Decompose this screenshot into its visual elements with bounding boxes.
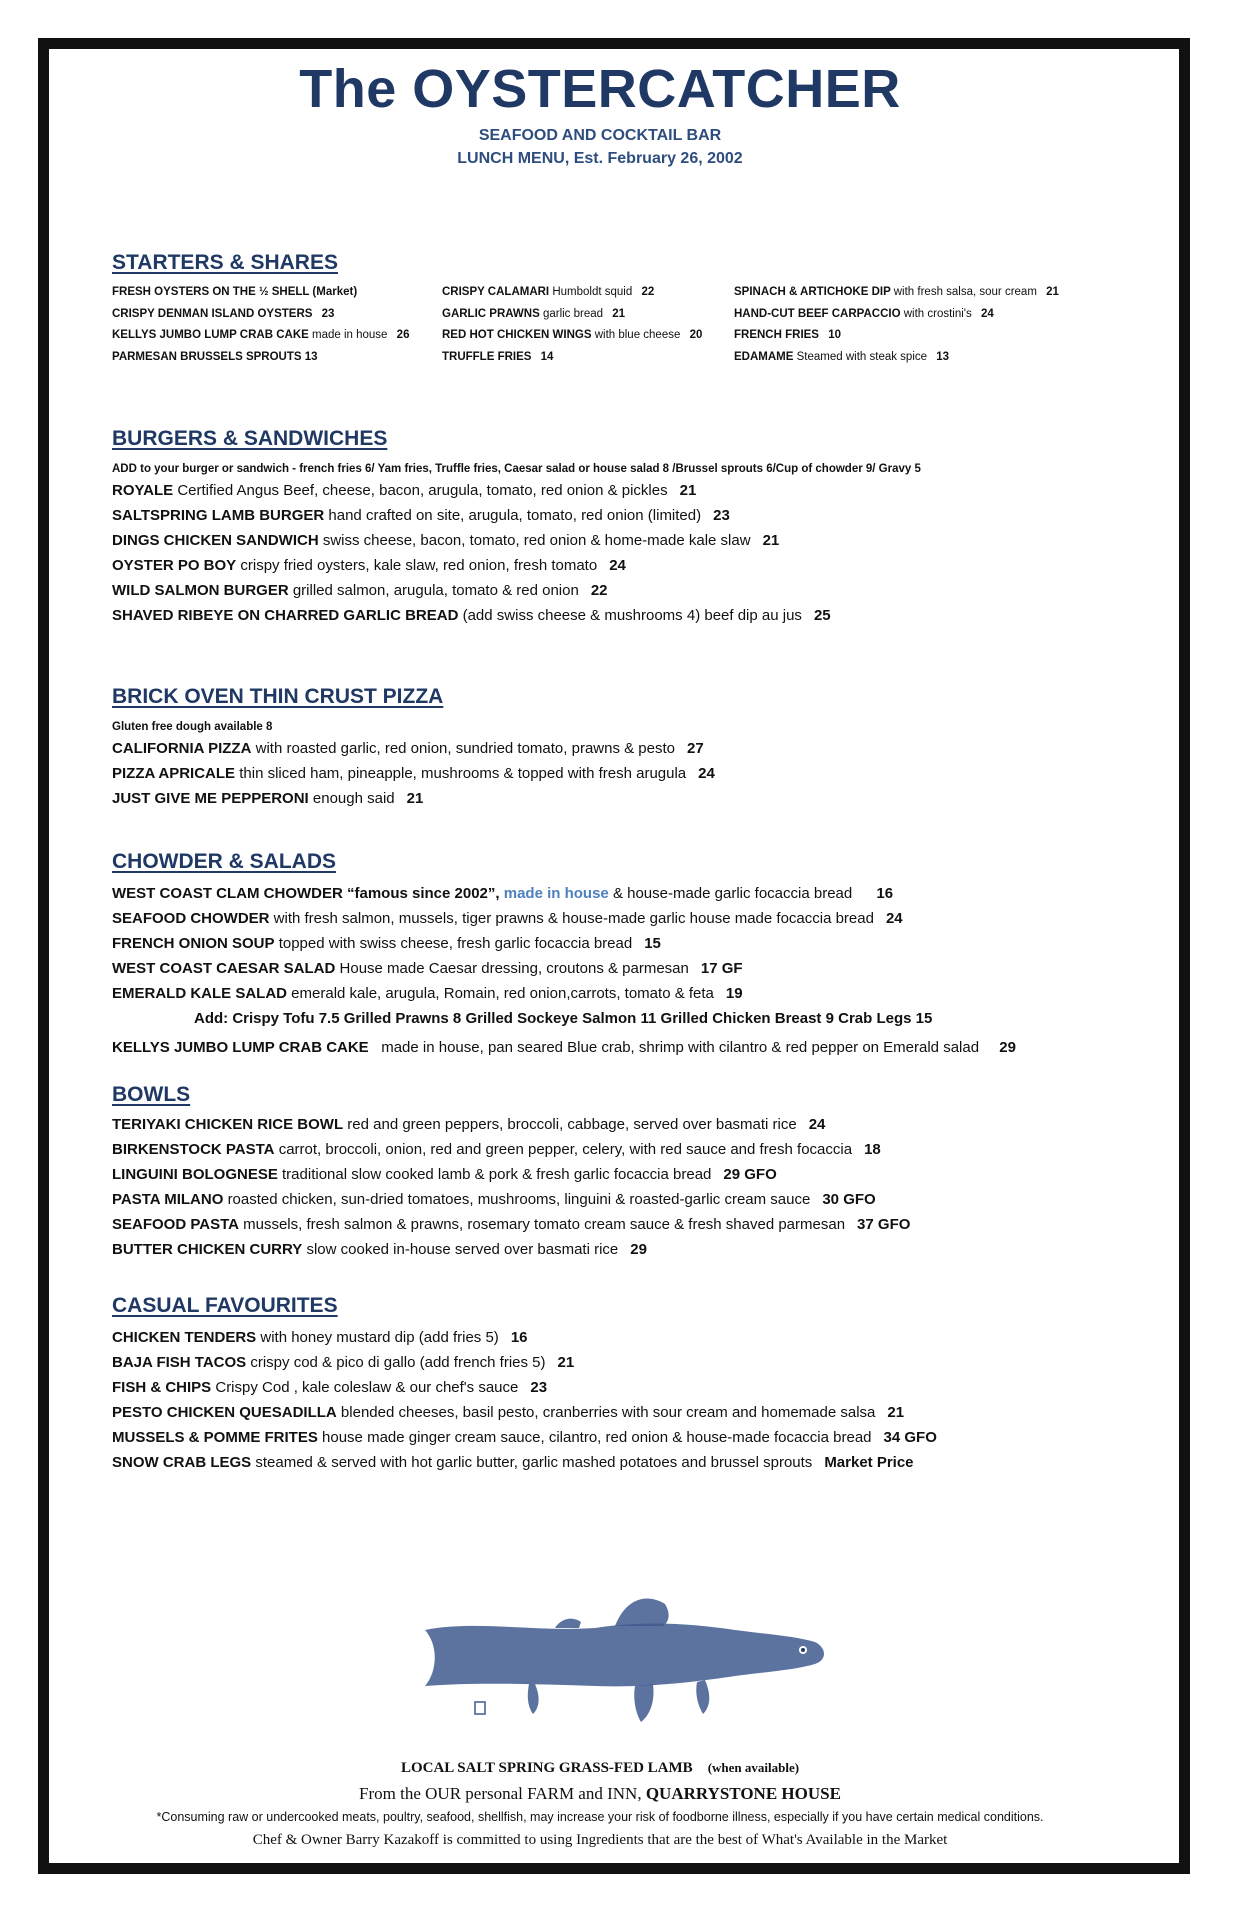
menu-item: SEAFOOD CHOWDER with fresh salmon, mussels, tiger prawns & house-made garlic house made focaccia bread 24: [112, 910, 903, 927]
list-item: WEST COAST CLAM CHOWDER “famous since 2002”, made in house & house-made garlic focaccia bread 16: [112, 885, 894, 902]
starter-item: GARLIC PRAWNS garlic bread 21: [442, 307, 626, 320]
starter-item: SPINACH & ARTICHOKE DIP with fresh salsa, sour cream 21: [734, 286, 1059, 298]
menu-item: SEAFOOD PASTA mussels, fresh salmon & prawns, rosemary tomato cream sauce & fresh shaved parmesan 37 GFO: [112, 1216, 911, 1233]
menu-item: BIRKENSTOCK PASTA carrot, broccoli, onion, red and green pepper, celery, with red sauce and fresh focaccia 18: [112, 1141, 881, 1158]
starters-col-3: [734, 282, 1134, 368]
pizza-heading: BRICK OVEN THIN CRUST PIZZA: [112, 685, 444, 708]
lamb-line: LOCAL SALT SPRING GRASS-FED LAMB (when available): [400, 1760, 800, 1776]
menu-item: OYSTER PO BOY crispy fried oysters, kale slaw, red onion, fresh tomato 24: [112, 557, 626, 574]
pizza-list: [112, 736, 1142, 811]
starter-item: KELLYS JUMBO LUMP CRAB CAKE made in house 26: [112, 329, 410, 341]
menu-item: BUTTER CHICKEN CURRY slow cooked in-house served over basmati rice 29: [112, 1241, 647, 1258]
fish-illustration: [415, 1590, 835, 1730]
starter-item: FRENCH FRIES 10: [734, 329, 841, 341]
starters-col-1: [112, 282, 442, 368]
pizza-section: [112, 684, 1142, 811]
starter-item: CRISPY CALAMARI Humboldt squid 22: [442, 286, 655, 298]
starters-heading: STARTERS & SHARES: [112, 251, 338, 274]
burgers-list: [112, 478, 1142, 628]
starter-item: EDAMAME Steamed with steak spice 13: [734, 350, 950, 363]
health-disclaimer: *Consuming raw or undercooked meats, poultry, seafood, shellfish, may increase your risk of foodborne illness, especially if you have certain medical conditions.: [156, 1810, 1044, 1824]
menu-item: WEST COAST CAESAR SALAD House made Caesar dressing, croutons & parmesan 17 GF: [112, 960, 743, 977]
chef-statement: Chef & Owner Barry Kazakoff is committed to using Ingredients that are the best of What's Available in the Market: [252, 1832, 948, 1848]
starters-col-2: [442, 282, 734, 368]
casual-heading: CASUAL FAVOURITES: [112, 1294, 338, 1317]
restaurant-title: The OYSTERCATCHER: [299, 59, 901, 119]
menu-item: PASTA MILANO roasted chicken, sun-dried tomatoes, mushrooms, linguini & roasted-garlic cream sauce 30 GFO: [112, 1191, 876, 1208]
chowder-heading: CHOWDER & SALADS: [112, 850, 336, 873]
burgers-section: [112, 426, 1142, 628]
farm-line: From the OUR personal FARM and INN, QUARRYSTONE HOUSE: [359, 1784, 841, 1803]
starter-item: TRUFFLE FRIES 14: [442, 350, 554, 363]
pizza-note: Gluten free dough available 8: [112, 721, 273, 733]
menu-item: WILD SALMON BURGER grilled salmon, arugula, tomato & red onion 22: [112, 582, 608, 599]
menu-item: SNOW CRAB LEGS steamed & served with hot garlic butter, garlic mashed potatoes and brussel sprouts Market Price: [112, 1454, 914, 1471]
starters-section: [112, 250, 1142, 368]
bowls-heading: BOWLS: [112, 1083, 191, 1106]
menu-item: FISH & CHIPS Crispy Cod , kale coleslaw & our chef's sauce 23: [112, 1379, 548, 1396]
list-item: KELLYS JUMBO LUMP CRAB CAKE made in house, pan seared Blue crab, shrimp with cilantro & red pepper on Emerald salad 29: [112, 1039, 1016, 1056]
starter-item: FRESH OYSTERS ON THE ½ SHELL (Market): [112, 286, 358, 298]
starter-item: PARMESAN BRUSSELS SPROUTS 13: [112, 350, 318, 363]
menu-item: MUSSELS & POMME FRITES house made ginger cream sauce, cilantro, red onion & house-made focaccia bread 34 GFO: [112, 1429, 937, 1446]
menu-item: FRENCH ONION SOUP topped with swiss cheese, fresh garlic focaccia bread 15: [112, 935, 661, 952]
subtitle-bar: SEAFOOD AND COCKTAIL BAR: [478, 127, 722, 144]
casual-list: [112, 1325, 1142, 1475]
menu-item: CHICKEN TENDERS with honey mustard dip (add fries 5) 16: [112, 1329, 528, 1346]
chowder-list: [112, 881, 1142, 1060]
chowder-items: [112, 906, 1142, 1006]
menu-item: SHAVED RIBEYE ON CHARRED GARLIC BREAD (add swiss cheese & mushrooms 4) beef dip au jus 25: [112, 607, 831, 624]
starter-item: CRISPY DENMAN ISLAND OYSTERS 23: [112, 307, 335, 320]
menu-item: EMERALD KALE SALAD emerald kale, arugula, Romain, red onion,carrots, tomato & feta 19: [112, 985, 743, 1002]
menu-item: SALTSPRING LAMB BURGER hand crafted on site, arugula, tomato, red onion (limited) 23: [112, 507, 730, 524]
casual-section: [112, 1293, 1142, 1475]
menu-item: TERIYAKI CHICKEN RICE BOWL red and green peppers, broccoli, cabbage, served over basmati rice 24: [112, 1116, 826, 1133]
menu-item: ROYALE Certified Angus Beef, cheese, bacon, arugula, tomato, red onion & pickles 21: [112, 482, 697, 499]
bowls-list: [112, 1112, 1142, 1262]
menu-item: CALIFORNIA PIZZA with roasted garlic, red onion, sundried tomato, prawns & pesto 27: [112, 740, 704, 757]
starter-item: RED HOT CHICKEN WINGS with blue cheese 20: [442, 329, 703, 341]
chowder-section: [112, 849, 1142, 1060]
starters-grid: [112, 282, 1142, 368]
menu-item: JUST GIVE ME PEPPERONI enough said 21: [112, 790, 424, 807]
starter-item: HAND-CUT BEEF CARPACCIO with crostini's 24: [734, 307, 994, 320]
menu-item: PIZZA APRICALE thin sliced ham, pineapple, mushrooms & topped with fresh arugula 24: [112, 765, 715, 782]
menu-item: DINGS CHICKEN SANDWICH swiss cheese, bacon, tomato, red onion & home-made kale slaw 21: [112, 532, 780, 549]
menu-item: LINGUINI BOLOGNESE traditional slow cooked lamb & pork & fresh garlic focaccia bread 29 GFO: [112, 1166, 777, 1183]
burgers-heading: BURGERS & SANDWICHES: [112, 427, 388, 450]
menu-item: BAJA FISH TACOS crispy cod & pico di gallo (add french fries 5) 21: [112, 1354, 575, 1371]
subtitle-menu: LUNCH MENU, Est. February 26, 2002: [457, 150, 743, 167]
menu-item: PESTO CHICKEN QUESADILLA blended cheeses, basil pesto, cranberries with sour cream and homemade salsa 21: [112, 1404, 905, 1421]
burgers-addon-note: ADD to your burger or sandwich - french fries 6/ Yam fries, Truffle fries, Caesar salad or house salad 8 /Brussel sprouts 6/Cup of chowder 9/ Gravy 5: [112, 463, 921, 475]
salad-addons: Add: Crispy Tofu 7.5 Grilled Prawns 8 Grilled Sockeye Salmon 11 Grilled Chicken Breast 9 Crab Legs 15: [194, 1010, 933, 1027]
bowls-section: [112, 1082, 1142, 1262]
